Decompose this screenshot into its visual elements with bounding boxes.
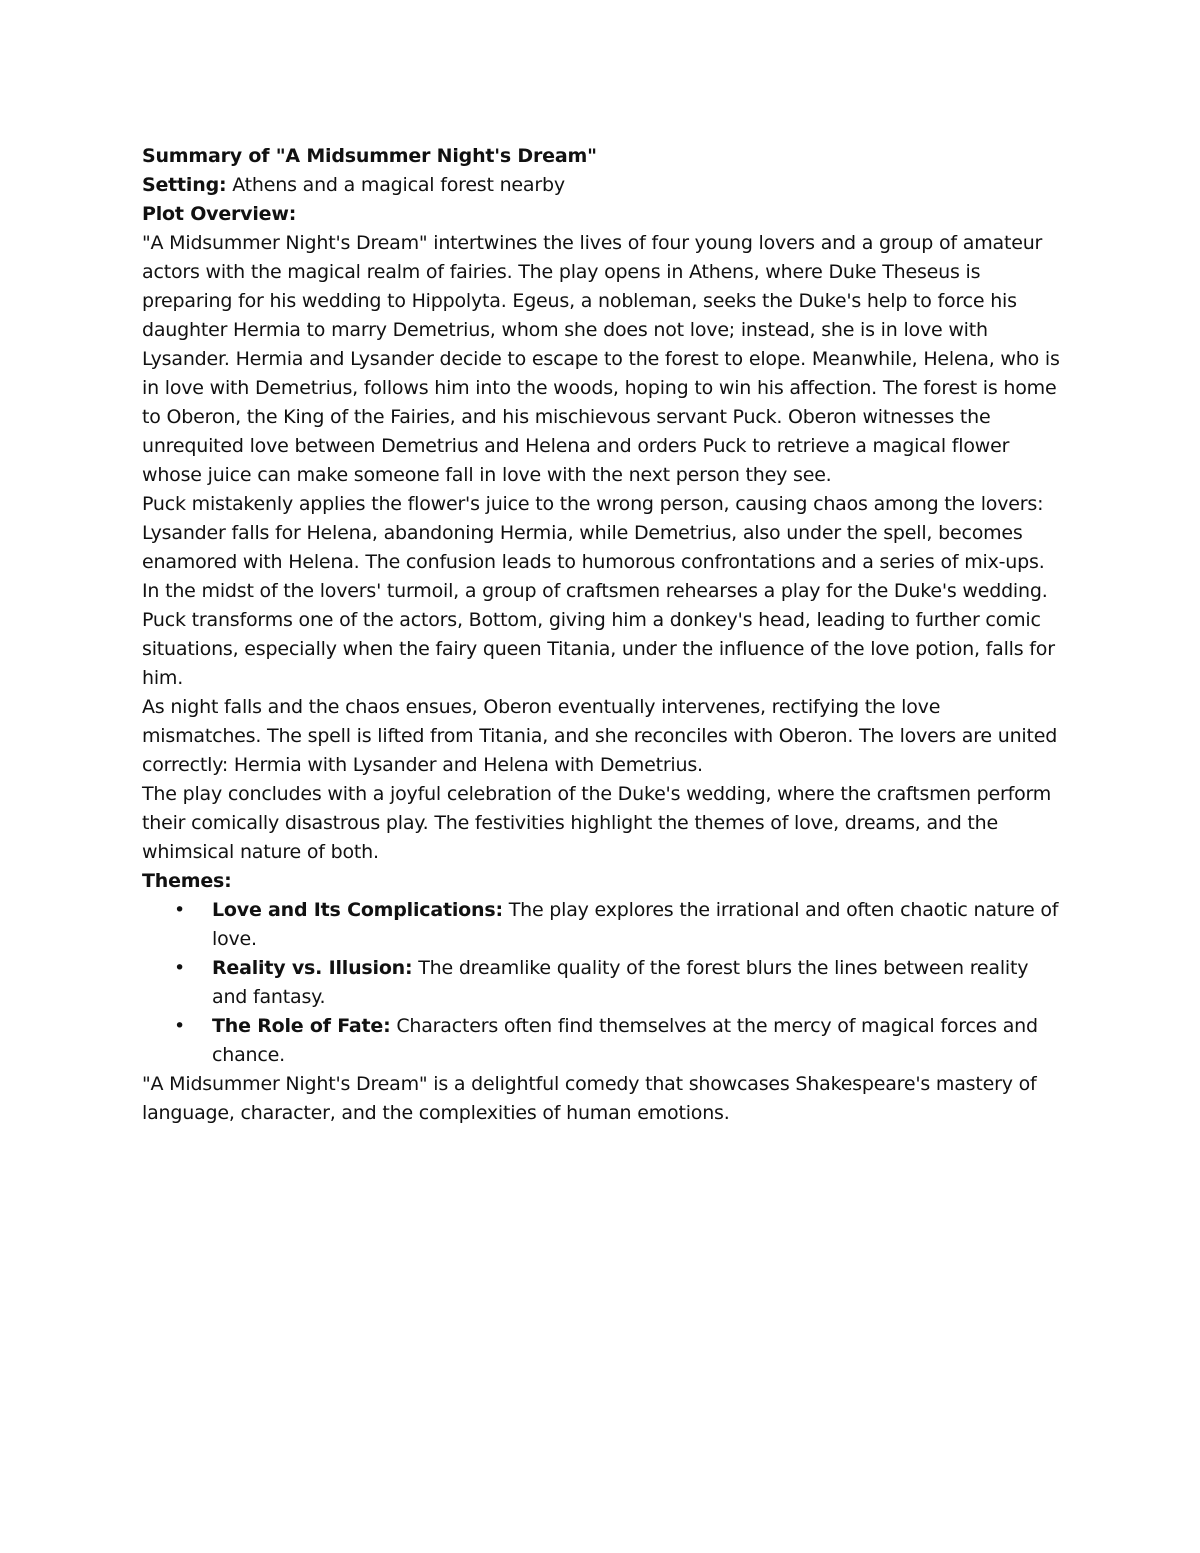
plot-paragraph: "A Midsummer Night's Dream" intertwines the lives of four young lovers and a group of amateur actors with the magical realm of fairies. The play opens in Athens, where Duke Theseus is preparing for his wedding to Hippolyta. Egeus, a nobleman, seeks the Duke's help to force his daughter Hermia to marry Demetrius, whom she does not love; instead, she is in love with Lysander. Hermia and Lysander decide to escape to the forest to elope. Meanwhile, Helena, who is in love with Demetrius, follows him into the woods, hoping to win his affection. The forest is home to Oberon, the King of the Fairies, and his mischievous servant Puck. Oberon witnesses the unrequited love between Demetrius and Helena and orders Puck to retrieve a magical flower whose juice can make someone fall in love with the next person they see.	[142, 232, 1060, 486]
theme-label: Love and Its Complications:	[212, 899, 503, 921]
theme-label: The Role of Fate:	[212, 1015, 391, 1037]
theme-item	[174, 896, 1064, 954]
themes-list	[142, 896, 1064, 1070]
setting-text: Athens and a magical forest nearby	[226, 174, 565, 196]
setting-line	[142, 171, 1064, 200]
plot-paragraph: As night falls and the chaos ensues, Oberon eventually intervenes, rectifying the love mismatches. The spell is lifted from Titania, and she reconciles with Oberon. The lovers are united correctly: Hermia with Lysander and Helena with Demetrius.	[142, 696, 1058, 776]
theme-item	[174, 954, 1064, 1012]
plot-overview-heading: Plot Overview:	[142, 203, 297, 225]
theme-text: The dreamlike quality of the forest blurs the lines between reality and fantasy.	[212, 957, 1029, 1008]
plot-paragraph: In the midst of the lovers' turmoil, a group of craftsmen rehearses a play for the Duke's wedding. Puck transforms one of the actors, Bottom, giving him a donkey's head, leading to further comic situations, especially when the fairy queen Titania, under the influence of the love potion, falls for him.	[142, 580, 1055, 689]
theme-item	[174, 1012, 1064, 1070]
bullet-icon: •	[174, 1015, 186, 1037]
bullet-icon: •	[174, 899, 186, 921]
document-title: Summary of "A Midsummer Night's Dream"	[142, 145, 597, 167]
theme-text: Characters often find themselves at the mercy of magical forces and chance.	[212, 1015, 1038, 1066]
conclusion-paragraph: "A Midsummer Night's Dream" is a delightful comedy that showcases Shakespeare's mastery of language, character, and the complexities of human emotions.	[142, 1073, 1037, 1124]
bullet-icon: •	[174, 957, 186, 979]
document-page	[142, 142, 1064, 1128]
theme-text: The play explores the irrational and often chaotic nature of love.	[212, 899, 1059, 950]
theme-label: Reality vs. Illusion:	[212, 957, 413, 979]
plot-paragraph: Puck mistakenly applies the flower's juice to the wrong person, causing chaos among the lovers: Lysander falls for Helena, abandoning Hermia, while Demetrius, also under the spell, becomes enamored with Helena. The confusion leads to humorous confrontations and a series of mix-ups.	[142, 493, 1045, 573]
themes-heading: Themes:	[142, 870, 232, 892]
setting-label: Setting:	[142, 174, 227, 196]
plot-paragraph: The play concludes with a joyful celebration of the Duke's wedding, where the craftsmen perform their comically disastrous play. The festivities highlight the themes of love, dreams, and the whimsical nature of both.	[142, 783, 1052, 863]
